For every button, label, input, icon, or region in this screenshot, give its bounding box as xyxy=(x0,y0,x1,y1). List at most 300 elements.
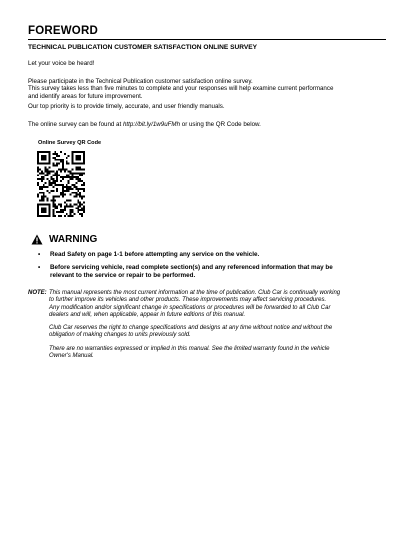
qr-module xyxy=(54,184,56,186)
qr-module xyxy=(79,155,81,157)
qr-module xyxy=(81,174,83,176)
qr-module xyxy=(41,211,43,213)
qr-module xyxy=(66,213,68,215)
note-line: dealers and will, when applicable, appear in future editions of this manual. xyxy=(49,311,246,318)
qr-module xyxy=(66,157,68,159)
qr-module xyxy=(73,203,75,205)
qr-module xyxy=(60,215,62,217)
qr-module xyxy=(56,165,58,167)
qr-module xyxy=(81,196,83,198)
qr-module xyxy=(70,211,72,213)
qr-module xyxy=(41,192,43,194)
qr-module xyxy=(62,209,64,211)
qr-module xyxy=(60,151,62,153)
qr-module xyxy=(68,190,70,192)
qr-module xyxy=(47,172,49,174)
qr-module xyxy=(43,194,45,196)
bullet: • xyxy=(38,263,41,271)
qr-module xyxy=(39,203,41,205)
qr-module xyxy=(39,188,41,190)
qr-module xyxy=(72,155,74,157)
qr-module xyxy=(79,167,81,169)
qr-module xyxy=(60,194,62,196)
qr-module xyxy=(81,198,83,200)
qr-module xyxy=(83,168,85,170)
qr-module xyxy=(79,213,81,215)
qr-module xyxy=(73,151,75,153)
qr-module xyxy=(58,155,60,157)
qr-module xyxy=(81,215,83,217)
qr-module xyxy=(52,170,54,172)
qr-module xyxy=(62,159,64,161)
qr-module xyxy=(37,205,39,207)
qr-module xyxy=(52,209,54,211)
qr-module xyxy=(60,209,62,211)
qr-module xyxy=(37,207,39,209)
qr-module xyxy=(75,188,77,190)
qr-module xyxy=(45,170,47,172)
qr-module xyxy=(37,153,39,155)
qr-module xyxy=(37,170,39,172)
participate-line-3: and identify areas for future improvement. xyxy=(28,92,143,100)
qr-module xyxy=(56,184,58,186)
qr-module xyxy=(79,157,81,159)
qr-module xyxy=(58,168,60,170)
qr-module xyxy=(43,211,45,213)
qr-module xyxy=(49,203,51,205)
qr-module xyxy=(62,184,64,186)
qr-module xyxy=(45,155,47,157)
qr-module xyxy=(54,215,56,217)
qr-module xyxy=(81,163,83,165)
qr-module xyxy=(56,196,58,198)
qr-module xyxy=(72,215,74,217)
qr-module xyxy=(37,159,39,161)
qr-module xyxy=(54,157,56,159)
qr-module xyxy=(54,207,56,209)
qr-module xyxy=(49,209,51,211)
qr-module xyxy=(45,215,47,217)
qr-module xyxy=(77,172,79,174)
qr-module xyxy=(49,182,51,184)
qr-module xyxy=(73,176,75,178)
qr-module xyxy=(75,168,77,170)
qr-module xyxy=(37,209,39,211)
qr-module xyxy=(62,196,64,198)
priority-line: Our top priority is to provide timely, accurate, and user friendly manuals. xyxy=(28,103,225,110)
bullet: • xyxy=(38,251,41,258)
qr-module xyxy=(81,184,83,186)
qr-module xyxy=(68,200,70,202)
qr-module xyxy=(52,186,54,188)
qr-module xyxy=(81,213,83,215)
qr-module xyxy=(70,203,72,205)
qr-module xyxy=(47,200,49,202)
qr-module xyxy=(60,203,62,205)
qr-module xyxy=(49,155,51,157)
qr-module xyxy=(47,151,49,153)
note-paragraph-1 xyxy=(49,290,389,319)
qr-module xyxy=(47,168,49,170)
qr-module xyxy=(45,209,47,211)
qr-module xyxy=(83,184,85,186)
participate-paragraph xyxy=(28,78,388,100)
qr-module xyxy=(54,205,56,207)
qr-module xyxy=(83,196,85,198)
qr-module xyxy=(54,200,56,202)
qr-module xyxy=(62,211,64,213)
qr-module xyxy=(68,176,70,178)
qr-module xyxy=(45,163,47,165)
qr-module xyxy=(43,215,45,217)
warning-item-text: Read Safety on page 1-1 before attempting any service on the vehicle. xyxy=(50,251,260,258)
qr-module xyxy=(47,215,49,217)
qr-module xyxy=(60,192,62,194)
qr-module xyxy=(58,196,60,198)
qr-module xyxy=(52,200,54,202)
qr-module xyxy=(75,151,77,153)
qr-module xyxy=(72,178,74,180)
qr-module xyxy=(60,176,62,178)
qr-module xyxy=(66,203,68,205)
qr-module xyxy=(58,174,60,176)
qr-module xyxy=(52,153,54,155)
qr-module xyxy=(81,188,83,190)
qr-module xyxy=(37,157,39,159)
qr-module xyxy=(77,207,79,209)
qr-module xyxy=(64,194,66,196)
qr-module xyxy=(60,205,62,207)
qr-module xyxy=(77,178,79,180)
qr-module xyxy=(58,184,60,186)
qr-module xyxy=(68,186,70,188)
qr-module xyxy=(47,198,49,200)
qr-module xyxy=(64,215,66,217)
qr-module xyxy=(43,151,45,153)
qr-module xyxy=(54,159,56,161)
qr-module xyxy=(41,172,43,174)
page-title: FOREWORD xyxy=(28,25,98,37)
qr-module xyxy=(58,203,60,205)
qr-module xyxy=(75,176,77,178)
qr-module xyxy=(43,163,45,165)
qr-module xyxy=(43,155,45,157)
qr-module xyxy=(54,153,56,155)
qr-module xyxy=(45,151,47,153)
warning-item-text-line-2: relevant to the service or repair to be performed. xyxy=(50,271,196,279)
qr-module xyxy=(72,192,74,194)
qr-module xyxy=(56,178,58,180)
qr-module xyxy=(39,186,41,188)
qr-module xyxy=(62,190,64,192)
qr-module xyxy=(77,168,79,170)
qr-module xyxy=(70,215,72,217)
qr-module xyxy=(66,186,68,188)
qr-module xyxy=(68,188,70,190)
qr-module xyxy=(79,151,81,153)
note-line: This manual represents the most current information at the time of publication. Club Car is continually working xyxy=(49,290,341,296)
qr-module xyxy=(43,186,45,188)
qr-module xyxy=(81,207,83,209)
qr-module xyxy=(68,163,70,165)
qr-module xyxy=(49,153,51,155)
qr-module xyxy=(45,203,47,205)
participate-line-1: Please participate in the Technical Publication customer satisfaction online survey. xyxy=(28,78,253,85)
qr-module xyxy=(62,178,64,180)
qr-module xyxy=(77,188,79,190)
qr-module xyxy=(49,157,51,159)
qr-module xyxy=(39,168,41,170)
qr-module xyxy=(81,203,83,205)
qr-module xyxy=(79,192,81,194)
qr-module xyxy=(79,168,81,170)
qr-module xyxy=(58,211,60,213)
qr-module xyxy=(62,176,64,178)
qr-module xyxy=(79,205,81,207)
qr-module xyxy=(72,168,74,170)
qr-module xyxy=(41,157,43,159)
qr-module xyxy=(60,211,62,213)
qr-module xyxy=(49,215,51,217)
qr-module xyxy=(39,151,41,153)
qr-module xyxy=(70,205,72,207)
qr-module xyxy=(70,209,72,211)
qr-module xyxy=(45,186,47,188)
qr-module xyxy=(68,170,70,172)
survey-paragraph xyxy=(28,121,388,128)
qr-module xyxy=(62,165,64,167)
qr-module xyxy=(75,196,77,198)
qr-module xyxy=(66,200,68,202)
qr-module xyxy=(66,176,68,178)
qr-module xyxy=(75,194,77,196)
qr-module xyxy=(37,194,39,196)
qr-module xyxy=(37,213,39,215)
qr-module xyxy=(49,207,51,209)
qr-module xyxy=(43,200,45,202)
qr-module xyxy=(41,209,43,211)
qr-module xyxy=(72,151,74,153)
qr-module xyxy=(83,172,85,174)
qr-module xyxy=(66,174,68,176)
qr-module xyxy=(47,203,49,205)
qr-module xyxy=(66,205,68,207)
qr-module xyxy=(41,186,43,188)
qr-module xyxy=(79,209,81,211)
qr-module xyxy=(50,176,52,178)
qr-module xyxy=(83,155,85,157)
qr-module xyxy=(39,192,41,194)
qr-module xyxy=(81,180,83,182)
qr-module xyxy=(56,205,58,207)
qr-module xyxy=(66,190,68,192)
qr-module xyxy=(52,215,54,217)
qr-module xyxy=(83,182,85,184)
qr-module xyxy=(68,205,70,207)
qr-module xyxy=(47,174,49,176)
survey-suffix: or using the QR Code below. xyxy=(180,121,261,128)
qr-module xyxy=(70,194,72,196)
qr-module xyxy=(81,151,83,153)
qr-module xyxy=(49,211,51,213)
qr-module xyxy=(43,184,45,186)
qr-module xyxy=(83,209,85,211)
qr-module xyxy=(52,165,54,167)
qr-module xyxy=(77,205,79,207)
qr-module xyxy=(77,209,79,211)
qr-module xyxy=(83,163,85,165)
qr-module xyxy=(43,176,45,178)
qr-module xyxy=(83,153,85,155)
qr-module xyxy=(66,163,68,165)
qr-module xyxy=(41,159,43,161)
qr-module xyxy=(72,172,74,174)
qr-module xyxy=(73,186,75,188)
qr-module xyxy=(52,201,54,203)
qr-module xyxy=(77,180,79,182)
qr-module xyxy=(43,192,45,194)
qr-module xyxy=(73,196,75,198)
qr-module xyxy=(79,201,81,203)
qr-module xyxy=(73,163,75,165)
qr-module xyxy=(37,155,39,157)
qr-module xyxy=(70,170,72,172)
qr-module xyxy=(49,170,51,172)
note-line: obligation of making changes to units previously sold. xyxy=(49,332,191,339)
note-paragraph-3 xyxy=(49,346,389,361)
qr-module xyxy=(54,203,56,205)
qr-module xyxy=(52,211,54,213)
qr-module xyxy=(83,207,85,209)
qr-module xyxy=(64,186,66,188)
note-line: Owner's Manual. xyxy=(49,353,94,360)
qr-module xyxy=(72,153,74,155)
qr-module xyxy=(43,159,45,161)
qr-module xyxy=(52,178,54,180)
qr-module xyxy=(68,182,70,184)
qr-module xyxy=(81,172,83,174)
qr-module xyxy=(70,178,72,180)
qr-module xyxy=(49,213,51,215)
qr-module xyxy=(64,153,66,155)
qr-module xyxy=(81,209,83,211)
warning-heading xyxy=(31,234,97,245)
qr-module xyxy=(77,155,79,157)
note-line: to further improve its vehicles and other products. These improvements may affect servicing procedures. xyxy=(49,297,327,304)
qr-module xyxy=(50,184,52,186)
qr-module xyxy=(79,194,81,196)
survey-link[interactable]: http://bit.ly/1w9uFMh xyxy=(122,121,181,128)
qr-module xyxy=(37,161,39,163)
qr-module xyxy=(83,190,85,192)
qr-module xyxy=(56,211,58,213)
qr-module xyxy=(64,170,66,172)
qr-module xyxy=(37,174,39,176)
qr-module xyxy=(58,159,60,161)
qr-module xyxy=(83,205,85,207)
qr-module xyxy=(83,151,85,153)
qr-module xyxy=(81,168,83,170)
qr-module xyxy=(60,180,62,182)
qr-module xyxy=(43,172,45,174)
qr-module xyxy=(62,186,64,188)
qr-module xyxy=(77,159,79,161)
qr-module xyxy=(70,213,72,215)
qr-module xyxy=(83,201,85,203)
qr-module xyxy=(39,163,41,165)
qr-module xyxy=(72,211,74,213)
qr-module xyxy=(56,188,58,190)
qr-module xyxy=(37,151,39,153)
qr-module xyxy=(70,176,72,178)
qr-module xyxy=(47,163,49,165)
qr-module xyxy=(56,170,58,172)
qr-module xyxy=(75,163,77,165)
qr-module xyxy=(77,163,79,165)
qr-module xyxy=(77,151,79,153)
qr-code-icon[interactable] xyxy=(37,151,85,217)
qr-module xyxy=(72,163,74,165)
qr-module xyxy=(56,176,58,178)
qr-module xyxy=(62,188,64,190)
qr-module xyxy=(45,168,47,170)
qr-module xyxy=(62,163,64,165)
qr-module xyxy=(56,163,58,165)
qr-module xyxy=(41,178,43,180)
title-divider xyxy=(28,39,386,40)
qr-module xyxy=(41,180,43,182)
qr-module xyxy=(49,180,51,182)
qr-module xyxy=(45,196,47,198)
qr-module xyxy=(50,170,52,172)
qr-module xyxy=(73,192,75,194)
note-line: Any modification and/or significant change in specifications or procedures will be forwarded to all Club Car xyxy=(49,304,331,311)
qr-module xyxy=(73,213,75,215)
qr-module xyxy=(52,163,54,165)
qr-module xyxy=(37,196,39,198)
survey-prefix: The online survey can be found at xyxy=(28,121,123,128)
qr-module xyxy=(43,207,45,209)
participate-line-2: This survey takes less than five minutes to complete and your responses will help examine current performance xyxy=(28,85,334,93)
qr-module xyxy=(41,200,43,202)
qr-module xyxy=(52,196,54,198)
qr-module xyxy=(52,213,54,215)
qr-module xyxy=(73,172,75,174)
qr-module xyxy=(43,196,45,198)
qr-module xyxy=(41,170,43,172)
qr-module xyxy=(72,161,74,163)
qr-module xyxy=(52,190,54,192)
qr-module xyxy=(73,184,75,186)
priority-paragraph xyxy=(28,103,388,110)
qr-module xyxy=(37,211,39,213)
qr-module xyxy=(49,172,51,174)
qr-module xyxy=(43,178,45,180)
qr-module xyxy=(60,168,62,170)
qr-module xyxy=(54,151,56,153)
intro-text xyxy=(28,60,388,67)
qr-module xyxy=(64,168,66,170)
qr-module xyxy=(41,198,43,200)
qr-module xyxy=(56,190,58,192)
qr-module xyxy=(58,215,60,217)
qr-module xyxy=(79,180,81,182)
qr-module xyxy=(75,178,77,180)
qr-module xyxy=(83,157,85,159)
qr-module xyxy=(43,198,45,200)
qr-module xyxy=(56,155,58,157)
qr-module xyxy=(41,163,43,165)
